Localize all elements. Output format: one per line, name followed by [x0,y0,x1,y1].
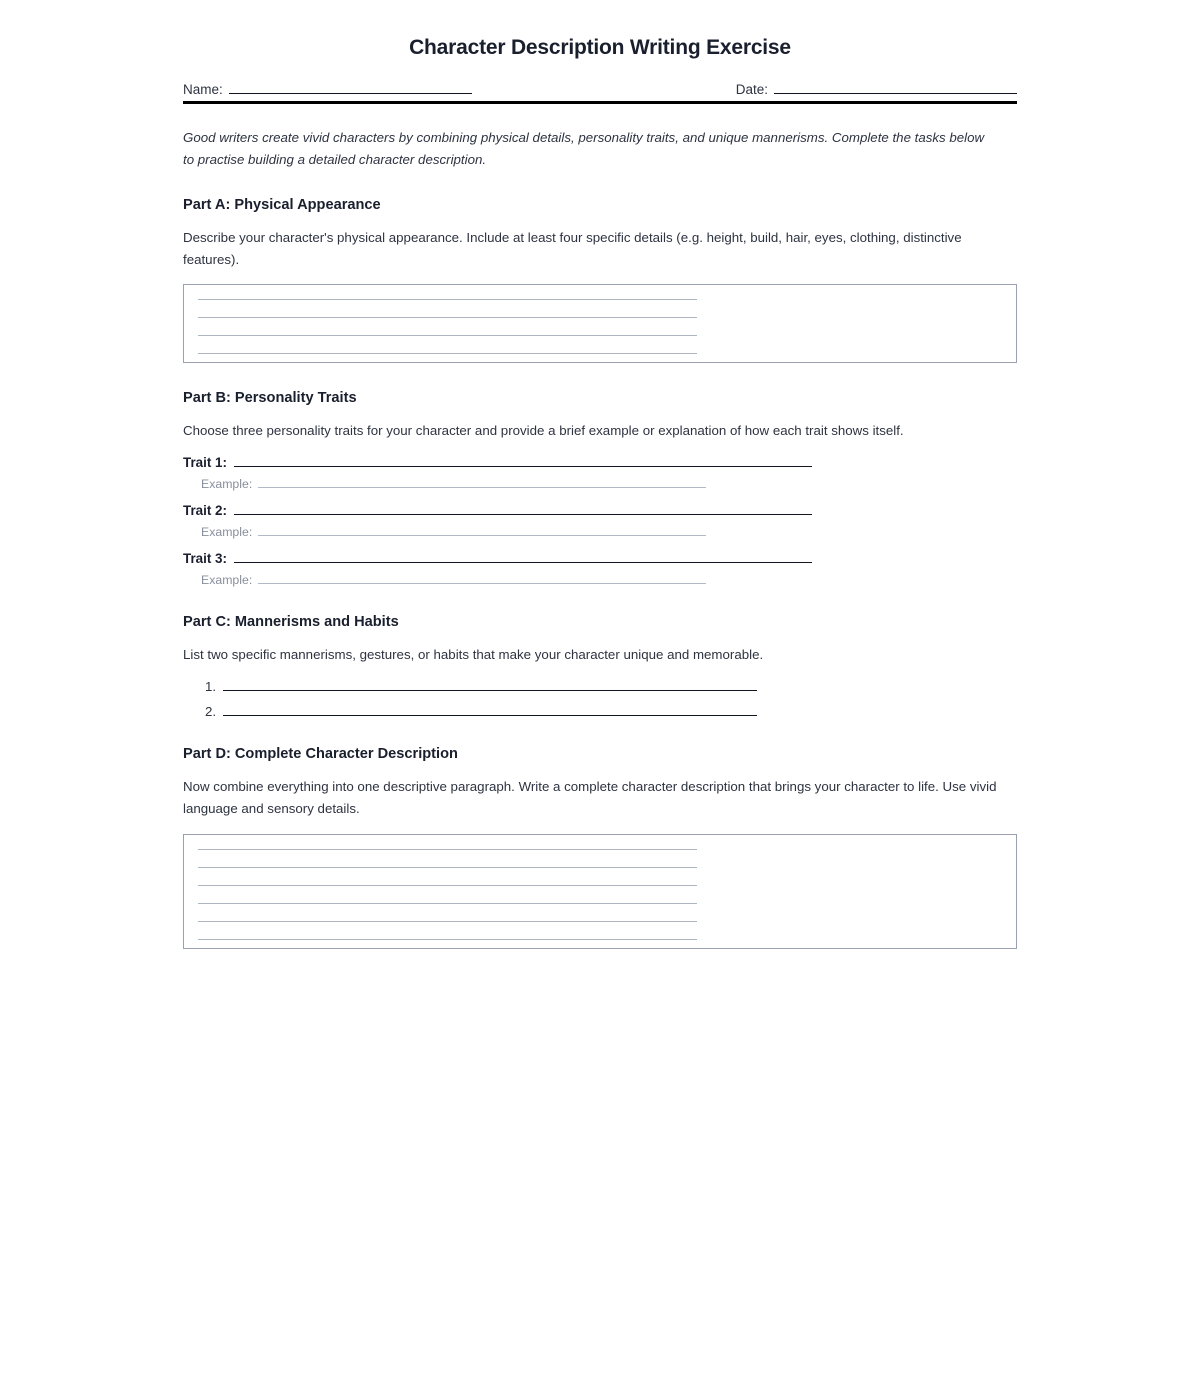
example-input-rule[interactable] [258,487,706,488]
part-d-heading: Part D: Complete Character Description [183,746,458,763]
part-b-heading: Part B: Personality Traits [183,390,357,407]
intro-paragraph: Good writers create vivid characters by combining physical details, personality traits, and unique mannerisms. Complete the tasks below to practise building a detailed character description. [183,130,985,167]
write-line[interactable] [198,299,697,300]
trait-row[interactable] [183,503,1017,518]
write-line[interactable] [198,903,697,904]
name-field[interactable] [183,82,472,97]
part-c-heading: Part C: Mannerisms and Habits [183,613,399,630]
trait-input-rule[interactable] [234,514,812,515]
date-label: Date: [735,82,768,97]
trait-example-row[interactable] [183,573,1017,587]
list-marker: 2. [205,704,217,720]
write-line[interactable] [198,939,697,940]
trait-example-row[interactable] [183,477,1017,491]
list-marker: 1. [205,679,217,695]
list-item[interactable] [205,704,1017,719]
date-field[interactable] [736,82,1017,97]
trait-group [183,455,1017,587]
part-a-heading: Part A: Physical Appearance [183,197,381,214]
example-label: Example: [201,572,253,587]
trait-input-rule[interactable] [234,562,812,563]
part-b-instructions: Choose three personality traits for your character and provide a brief example or explanation of how each trait shows itself. [183,423,904,439]
write-line[interactable] [198,317,697,318]
example-label: Example: [201,524,253,539]
part-a-answer-box[interactable] [183,284,1017,363]
date-input-rule[interactable] [774,93,1017,94]
write-line[interactable] [198,921,697,922]
write-line[interactable] [198,867,697,868]
write-line[interactable] [198,849,697,850]
name-label: Name: [183,82,223,97]
trait-example-row[interactable] [183,525,1017,539]
trait-label: Trait 2: [183,502,227,518]
name-input-rule[interactable] [229,93,472,94]
mannerism-input-rule[interactable] [223,715,757,716]
write-line[interactable] [198,353,697,354]
part-d-instructions: Now combine everything into one descriptive paragraph. Write a complete character description that brings your character to life. Use vivid language and sensory details. [183,779,997,817]
mannerism-list [183,679,1017,719]
section-part-c [183,614,1017,720]
header-divider [183,101,1017,104]
example-input-rule[interactable] [258,583,706,584]
section-part-b [183,390,1017,587]
name-date-row [183,82,1017,97]
example-label: Example: [201,476,253,491]
trait-row[interactable] [183,551,1017,566]
example-input-rule[interactable] [258,535,706,536]
write-line[interactable] [198,335,697,336]
page-title: Character Description Writing Exercise [409,36,791,59]
section-part-a [183,197,1017,363]
part-a-instructions: Describe your character's physical appearance. Include at least four specific details (e.g. height, build, hair, eyes, clothing, distinctive features). [183,230,962,267]
section-part-d [183,746,1017,948]
trait-row[interactable] [183,455,1017,470]
part-c-instructions: List two specific mannerisms, gestures, or habits that make your character unique and memorable. [183,646,764,662]
trait-label: Trait 3: [183,550,227,566]
list-item[interactable] [205,679,1017,694]
mannerism-input-rule[interactable] [223,690,757,691]
trait-label: Trait 1: [183,454,227,470]
write-line[interactable] [198,885,697,886]
trait-input-rule[interactable] [234,466,812,467]
part-d-answer-box[interactable] [183,834,1017,949]
